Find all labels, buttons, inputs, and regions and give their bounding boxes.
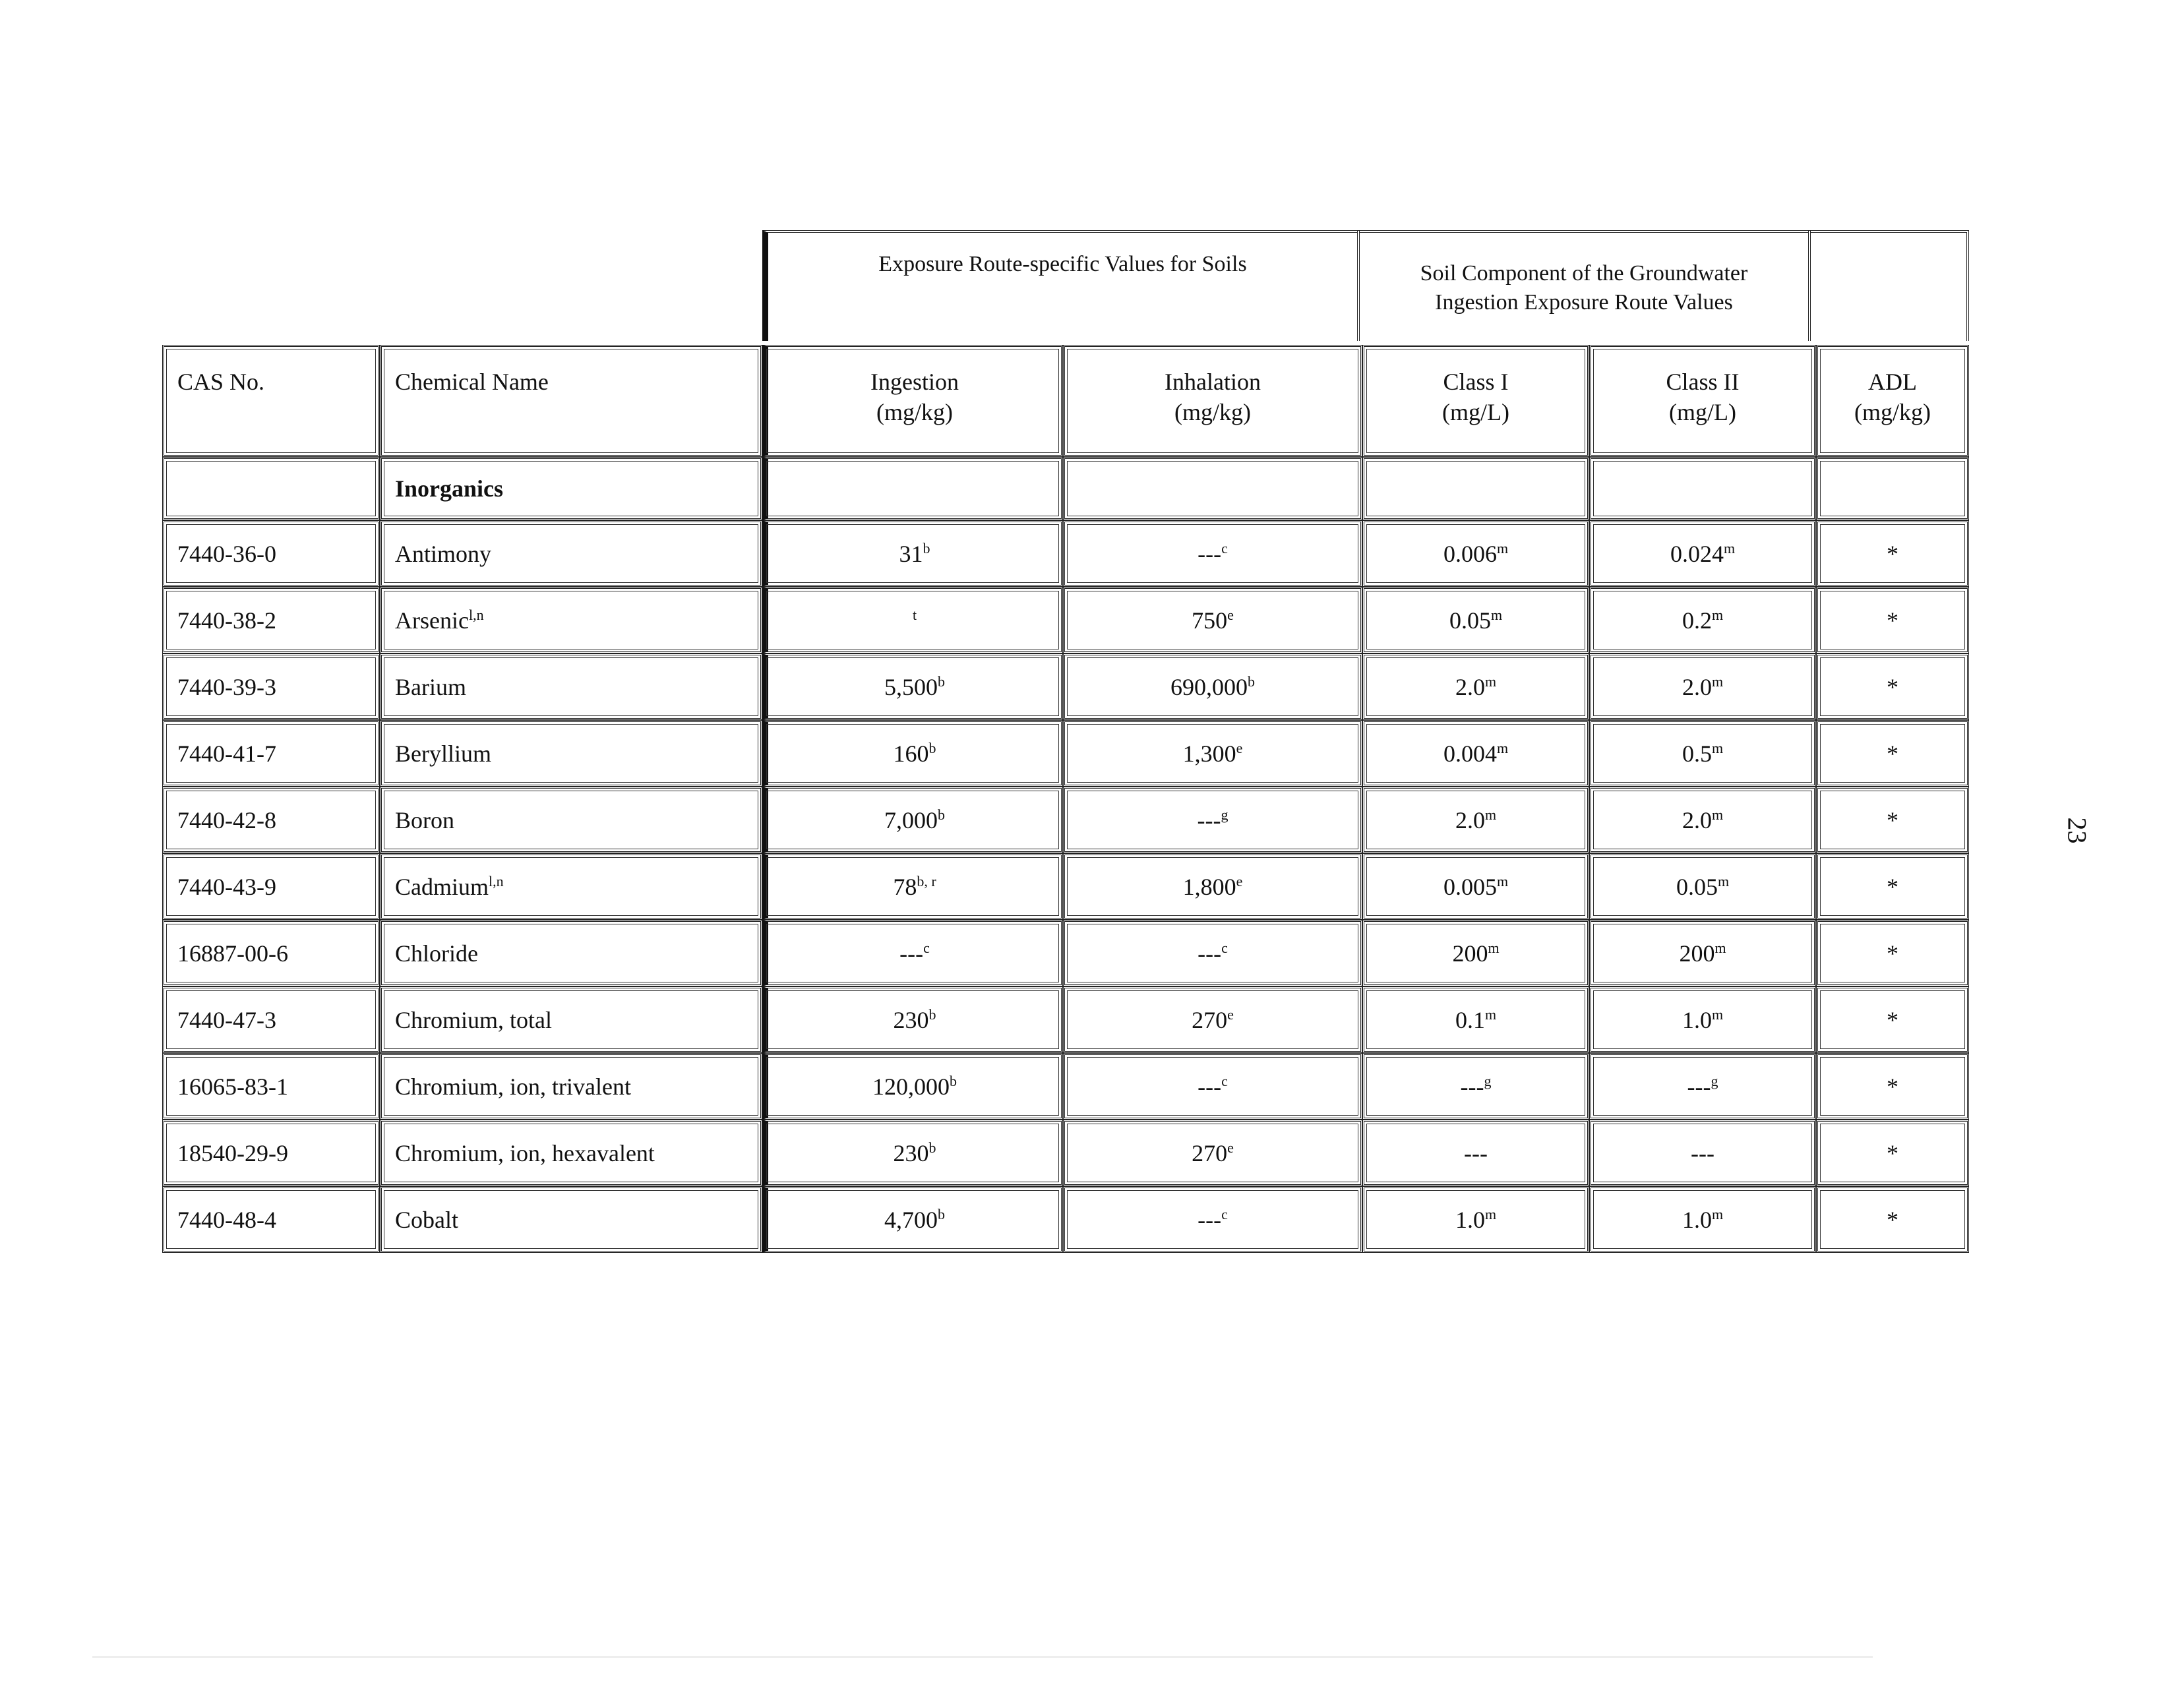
cas-cell-value: 7440-42-8 <box>177 806 276 833</box>
cas-cell <box>162 920 380 986</box>
class2-cell <box>1589 787 1816 853</box>
inhalation-cell <box>1063 1120 1362 1186</box>
class2-cell <box>1589 853 1816 920</box>
adl-cell <box>1816 787 1969 853</box>
inhalation-cell-value: 1,800 <box>1182 873 1236 900</box>
class1-cell <box>1362 787 1589 853</box>
class2-cell <box>1589 1120 1816 1186</box>
adl-cell-value: * <box>1887 607 1898 634</box>
class1-cell <box>1362 653 1589 720</box>
adl-cell-value: * <box>1887 1073 1898 1100</box>
ingestion-cell <box>762 587 1063 653</box>
footnote-marker: m <box>1723 539 1736 557</box>
footnote-marker: t <box>912 606 917 623</box>
chemical-name-cell-value: Cobalt <box>395 1206 458 1233</box>
class2-cell-value: 0.5 <box>1682 740 1712 767</box>
inhalation-cell <box>1063 787 1362 853</box>
footnote-marker: e <box>1236 872 1243 889</box>
table-row <box>162 587 1969 653</box>
class2-cell-value: 0.2 <box>1682 607 1712 634</box>
cas-cell-value: 7440-48-4 <box>177 1206 276 1233</box>
chemical-name-cell <box>380 1120 762 1186</box>
adl-cell <box>1816 920 1969 986</box>
category-empty-cell <box>1816 457 1969 520</box>
class2-cell-value: --- <box>1691 1139 1714 1166</box>
cas-cell <box>162 587 380 653</box>
footnote-marker: b <box>950 1072 957 1089</box>
col-header-class2: Class II (mg/L) <box>1589 345 1816 457</box>
table-row <box>162 720 1969 787</box>
footnote-marker: e <box>1227 1139 1234 1156</box>
footnote-marker: c <box>1221 1205 1228 1222</box>
adl-cell <box>1816 1120 1969 1186</box>
footnote-marker: m <box>1714 939 1726 956</box>
adl-cell-value: * <box>1887 1006 1898 1033</box>
footnote-marker: l,n <box>489 872 504 889</box>
footnote-marker: m <box>1711 673 1724 690</box>
ingestion-cell-value: --- <box>899 940 924 967</box>
soil-values-table <box>162 345 1969 1253</box>
cas-cell-value: 7440-47-3 <box>177 1006 276 1033</box>
ingestion-cell-value: 5,500 <box>884 673 938 700</box>
class2-cell-value: 2.0 <box>1682 673 1712 700</box>
footnote-marker: b, r <box>917 872 936 889</box>
cas-cell-value: 7440-38-2 <box>177 607 276 634</box>
table-row <box>162 653 1969 720</box>
cas-cell <box>162 653 380 720</box>
category-empty-cell <box>1362 457 1589 520</box>
adl-cell <box>1816 653 1969 720</box>
category-row <box>162 457 1969 520</box>
category-empty-cell <box>762 457 1063 520</box>
footnote-marker: b <box>938 806 945 823</box>
footnote-marker: b <box>1248 673 1255 690</box>
col-header-ingestion: Ingestion (mg/kg) <box>762 345 1063 457</box>
class2-cell-value: 0.024 <box>1670 540 1724 567</box>
table-row <box>162 1120 1969 1186</box>
chemical-name-cell <box>380 1053 762 1120</box>
cas-cell-value: 7440-39-3 <box>177 673 276 700</box>
adl-cell <box>1816 853 1969 920</box>
footnote-marker: b <box>938 673 945 690</box>
adl-cell <box>1816 520 1969 587</box>
class2-cell <box>1589 1053 1816 1120</box>
footnote-marker: e <box>1236 739 1243 756</box>
chemical-name-cell <box>380 520 762 587</box>
class2-cell <box>1589 986 1816 1053</box>
footnote-marker: m <box>1496 739 1509 756</box>
inhalation-cell <box>1063 720 1362 787</box>
footnote-marker: m <box>1484 673 1497 690</box>
table-row <box>162 1053 1969 1120</box>
chemical-name-cell-value: Chromium, total <box>395 1006 552 1033</box>
footnote-marker: l,n <box>468 606 484 623</box>
footnote-marker: m <box>1496 539 1509 557</box>
inhalation-cell <box>1063 653 1362 720</box>
col-header-cas: CAS No. <box>162 345 380 457</box>
footnote-marker: c <box>1221 539 1228 557</box>
inhalation-cell-value: --- <box>1197 806 1221 833</box>
chemical-name-cell-value: Chromium, ion, trivalent <box>395 1073 631 1100</box>
footnote-marker: m <box>1484 1006 1497 1023</box>
class2-cell <box>1589 587 1816 653</box>
inhalation-cell <box>1063 1053 1362 1120</box>
cas-cell <box>162 720 380 787</box>
class1-cell <box>1362 520 1589 587</box>
ingestion-cell-value: 31 <box>899 540 923 567</box>
col-header-class1: Class I (mg/L) <box>1362 345 1589 457</box>
footnote-marker: g <box>1484 1072 1492 1089</box>
class2-cell <box>1589 653 1816 720</box>
footnote-marker: m <box>1488 939 1500 956</box>
chemical-name-cell-value: Arsenic <box>395 607 469 634</box>
footnote-marker: m <box>1490 606 1503 623</box>
ingestion-cell-value: 120,000 <box>872 1073 950 1100</box>
inhalation-cell-value: 1,300 <box>1182 740 1236 767</box>
footnote-marker: m <box>1717 872 1730 889</box>
footnote-marker: g <box>1221 806 1228 823</box>
class1-cell-value: 1.0 <box>1455 1206 1485 1233</box>
class2-cell-value: 2.0 <box>1682 806 1712 833</box>
footnote-marker: m <box>1711 806 1724 823</box>
class2-cell-value: 1.0 <box>1682 1006 1712 1033</box>
table-row <box>162 986 1969 1053</box>
class1-cell-value: 0.004 <box>1443 740 1497 767</box>
footnote-marker: c <box>1221 939 1228 956</box>
adl-cell-value: * <box>1887 540 1898 567</box>
category-empty-cell <box>1589 457 1816 520</box>
cas-cell <box>162 1186 380 1253</box>
adl-cell <box>1816 1053 1969 1120</box>
ingestion-cell <box>762 986 1063 1053</box>
cas-cell-value: 16065-83-1 <box>177 1073 288 1100</box>
footnote-marker: m <box>1484 806 1497 823</box>
class1-cell <box>1362 1186 1589 1253</box>
class2-cell-value: --- <box>1687 1073 1711 1100</box>
footnote-marker: c <box>1221 1072 1228 1089</box>
class1-cell <box>1362 720 1589 787</box>
footnote-marker: e <box>1227 606 1234 623</box>
adl-cell-value: * <box>1887 740 1898 767</box>
ingestion-cell-value: 7,000 <box>884 806 938 833</box>
ingestion-cell <box>762 787 1063 853</box>
chemical-name-cell-value: Barium <box>395 673 466 700</box>
inhalation-cell <box>1063 587 1362 653</box>
class1-cell-value: --- <box>1460 1073 1484 1100</box>
class2-cell-value: 0.05 <box>1676 873 1718 900</box>
inhalation-cell <box>1063 920 1362 986</box>
groundwater-header <box>1357 230 1811 341</box>
inhalation-cell <box>1063 986 1362 1053</box>
class1-cell <box>1362 920 1589 986</box>
footnote-marker: g <box>1711 1072 1718 1089</box>
page-number: 23 <box>2062 817 2092 844</box>
table-row <box>162 853 1969 920</box>
chemical-name-cell <box>380 787 762 853</box>
inhalation-cell <box>1063 1186 1362 1253</box>
cas-cell-value: 16887-00-6 <box>177 940 288 967</box>
col-header-adl: ADL (mg/kg) <box>1816 345 1969 457</box>
inhalation-cell-value: --- <box>1198 540 1222 567</box>
ingestion-cell <box>762 1186 1063 1253</box>
ingestion-cell <box>762 1053 1063 1120</box>
ingestion-cell <box>762 853 1063 920</box>
table-row <box>162 520 1969 587</box>
inhalation-cell-value: 270 <box>1192 1006 1228 1033</box>
chemical-name-cell-value: Boron <box>395 806 454 833</box>
footnote-marker: m <box>1711 1006 1724 1023</box>
adl-cell-value: * <box>1887 1206 1898 1233</box>
chemical-name-cell <box>380 986 762 1053</box>
class1-cell-value: 2.0 <box>1455 673 1485 700</box>
class2-cell <box>1589 720 1816 787</box>
footnote-marker: c <box>923 939 930 956</box>
class1-cell-value: 200 <box>1452 940 1488 967</box>
chemical-name-cell <box>380 720 762 787</box>
adl-group-header <box>1808 230 1969 341</box>
footnote-marker: e <box>1227 1006 1234 1023</box>
chemical-name-cell <box>380 653 762 720</box>
chemical-name-cell-value: Antimony <box>395 540 492 567</box>
class2-cell <box>1589 920 1816 986</box>
footnote-marker: m <box>1711 1205 1724 1222</box>
adl-cell <box>1816 986 1969 1053</box>
ingestion-cell <box>762 720 1063 787</box>
class1-cell <box>1362 587 1589 653</box>
cas-cell <box>162 787 380 853</box>
ingestion-cell <box>762 520 1063 587</box>
table-row <box>162 787 1969 853</box>
scan-artifact-line <box>92 1656 1873 1658</box>
footnote-marker: b <box>923 539 930 557</box>
class1-cell <box>1362 986 1589 1053</box>
ingestion-cell-value: 78 <box>893 873 917 900</box>
footnote-marker: m <box>1496 872 1509 889</box>
class2-cell <box>1589 1186 1816 1253</box>
groundwater-header-text: Soil Component of the Groundwater Ingestion Exposure Route Values <box>1420 261 1748 315</box>
chemical-name-cell <box>380 587 762 653</box>
adl-cell <box>1816 1186 1969 1253</box>
exposure-route-header <box>762 230 1360 341</box>
class1-cell <box>1362 1053 1589 1120</box>
chemical-name-cell <box>380 1186 762 1253</box>
inhalation-cell-value: 750 <box>1192 607 1228 634</box>
class1-cell-value: 2.0 <box>1455 806 1485 833</box>
cas-cell-value: 7440-36-0 <box>177 540 276 567</box>
ingestion-cell-value: 230 <box>893 1139 929 1166</box>
cas-cell <box>162 1120 380 1186</box>
exposure-route-header-text: Exposure Route-specific Values for Soils <box>878 252 1247 276</box>
adl-cell <box>1816 720 1969 787</box>
footnote-marker: m <box>1484 1205 1497 1222</box>
adl-cell-value: * <box>1887 873 1898 900</box>
footnote-marker: m <box>1711 606 1724 623</box>
inhalation-cell-value: --- <box>1198 1073 1222 1100</box>
cas-cell <box>162 520 380 587</box>
ingestion-cell-value: 160 <box>893 740 929 767</box>
chemical-name-cell <box>380 853 762 920</box>
adl-cell <box>1816 587 1969 653</box>
table-row <box>162 1186 1969 1253</box>
category-empty-cell <box>162 457 380 520</box>
cas-cell <box>162 986 380 1053</box>
class1-cell-value: 0.1 <box>1455 1006 1485 1033</box>
col-header-name: Chemical Name <box>380 345 762 457</box>
adl-cell-value: * <box>1887 1139 1898 1166</box>
ingestion-cell-value: 230 <box>893 1006 929 1033</box>
class1-cell-value: 0.005 <box>1443 873 1497 900</box>
class1-cell <box>1362 853 1589 920</box>
ingestion-cell <box>762 920 1063 986</box>
cas-cell-value: 7440-41-7 <box>177 740 276 767</box>
inhalation-cell-value: 690,000 <box>1170 673 1248 700</box>
inhalation-cell-value: --- <box>1198 940 1222 967</box>
ingestion-cell <box>762 653 1063 720</box>
adl-cell-value: * <box>1887 806 1898 833</box>
category-label: Inorganics <box>380 457 762 520</box>
class1-cell-value: 0.05 <box>1449 607 1491 634</box>
ingestion-cell-value: 4,700 <box>884 1206 938 1233</box>
adl-cell-value: * <box>1887 673 1898 700</box>
footnote-marker: m <box>1711 739 1724 756</box>
inhalation-cell <box>1063 853 1362 920</box>
cas-cell-value: 18540-29-9 <box>177 1139 288 1166</box>
category-empty-cell <box>1063 457 1362 520</box>
chemical-name-cell-value: Chromium, ion, hexavalent <box>395 1139 655 1166</box>
class2-cell-value: 200 <box>1679 940 1715 967</box>
class2-cell-value: 1.0 <box>1682 1206 1712 1233</box>
footnote-marker: b <box>928 739 936 756</box>
inhalation-cell-value: 270 <box>1192 1139 1228 1166</box>
class1-cell <box>1362 1120 1589 1186</box>
footnote-marker: b <box>928 1139 936 1156</box>
column-header-row <box>162 345 1969 457</box>
chemical-name-cell-value: Chloride <box>395 940 478 967</box>
class2-cell <box>1589 520 1816 587</box>
adl-cell-value: * <box>1887 940 1898 967</box>
inhalation-cell <box>1063 520 1362 587</box>
cas-cell <box>162 1053 380 1120</box>
chemical-name-cell <box>380 920 762 986</box>
class1-cell-value: 0.006 <box>1443 540 1497 567</box>
footnote-marker: b <box>928 1006 936 1023</box>
class1-cell-value: --- <box>1464 1139 1488 1166</box>
upper-group-header <box>762 230 1969 349</box>
table-row <box>162 920 1969 986</box>
footnote-marker: b <box>938 1205 945 1222</box>
ingestion-cell <box>762 1120 1063 1186</box>
cas-cell <box>162 853 380 920</box>
inhalation-cell-value: --- <box>1198 1206 1222 1233</box>
chemical-name-cell-value: Beryllium <box>395 740 491 767</box>
cas-cell-value: 7440-43-9 <box>177 873 276 900</box>
col-header-inhalation: Inhalation (mg/kg) <box>1063 345 1362 457</box>
chemical-name-cell-value: Cadmium <box>395 873 489 900</box>
